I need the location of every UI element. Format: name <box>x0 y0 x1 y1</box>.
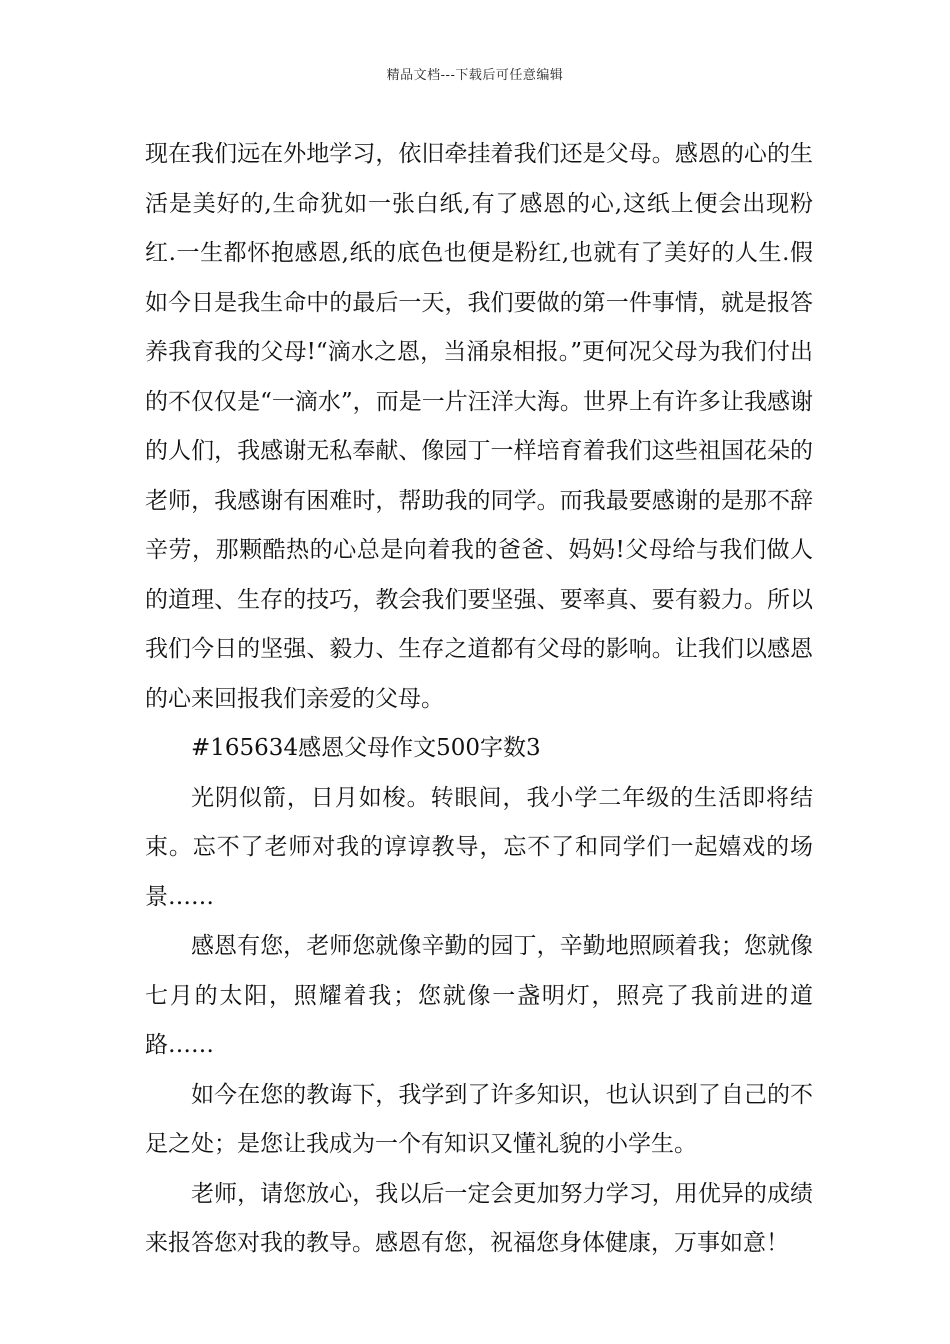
document-body <box>145 130 813 1269</box>
paragraph-2: 光阴似箭，日月如梭。转眼间，我小学二年级的生活即将结束。忘不了老师对我的谆谆教导，忘不了和同学们一起嬉戏的场景…… <box>145 784 813 910</box>
paragraph-3: 感恩有您，老师您就像辛勤的园丁，辛勤地照顾着我；您就像七月的太阳，照耀着我；您就像一盏明灯，照亮了我前进的道路…… <box>145 933 813 1058</box>
section-heading: #165634感恩父母作文500字数3 <box>191 735 541 761</box>
paragraph-5: 老师，请您放心，我以后一定会更加努力学习，用优异的成绩来报答您对我的教导。感恩有您，祝福您身体健康，万事如意！ <box>145 1180 813 1256</box>
page-header: 精品文档---下载后可任意编辑 <box>386 68 564 83</box>
paragraph-4: 如今在您的教诲下，我学到了许多知识，也认识到了自己的不足之处；是您让我成为一个有知识又懂礼貌的小学生。 <box>145 1081 813 1157</box>
paragraph-1: 现在我们远在外地学习，依旧牵挂着我们还是父母。感恩的心的生活是美好的,生命犹如一张白纸,有了感恩的心,这纸上便会出现粉红.一生都怀抱感恩,纸的底色也便是粉红,也就有了美好的人生.假如今日是我生命中的最后一天，我们要做的第一件事情，就是报答养我育我的父母!“滴水之恩，当涌泉相报。”更何况父母为我们付出的不仅仅是“一滴水”，而是一片汪洋大海。世界上有许多让我感谢的人们，我感谢无私奉献、像园丁一样培育着我们这些祖国花朵的老师，我感谢有困难时，帮助我的同学。而我最要感谢的是那不辞辛劳，那颗酷热的心总是向着我的爸爸、妈妈!父母给与我们做人的道理、生存的技巧，教会我们要坚强、要率真、要有毅力。所以我们今日的坚强、毅力、生存之道都有父母的影响。让我们以感恩的心来回报我们亲爱的父母。 <box>145 141 813 712</box>
